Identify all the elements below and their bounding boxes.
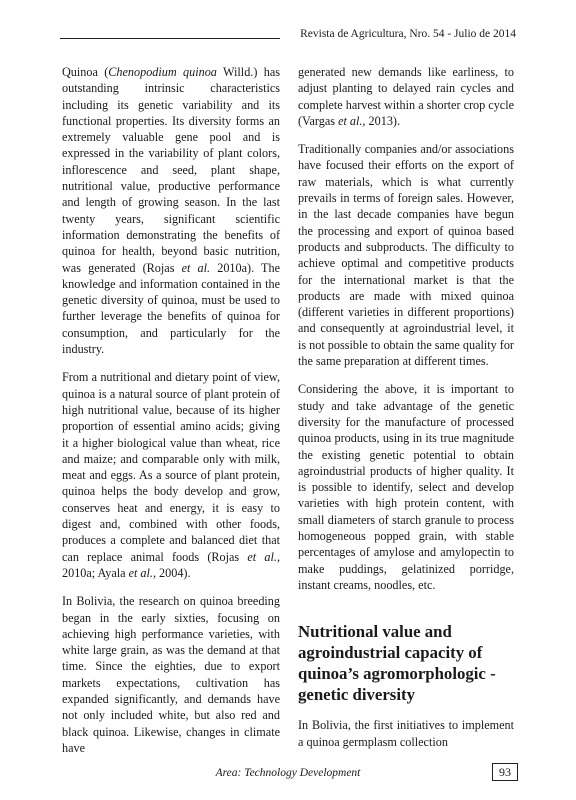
paragraph-companies: Traditionally companies and/or associations have focused their efforts on the export of raw materials, which is what currently prevails in terms of foreign sales. However, in the last decade companies have begun the processing and export of quinoa based products and subproducts. The difficulty to achieve optimal and competitive products for the international market is that the products are made with mixed quinoa (different varieties in different proportions) and consequently at agroindustrial level, it is not possible to obtain the same quality for the same preparation at different times.: [298, 142, 514, 369]
footer-area-label: Area: Technology Development: [215, 767, 361, 779]
page-number: 93: [492, 763, 518, 781]
right-column: [298, 64, 514, 750]
paragraph-bolivia-research: In Bolivia, the research on quinoa breeding began in the early sixties, focusing on achieving high performance varieties, with white large grain, as was the demand at that time. Since the eighties, due to export markets expectations, cultivation has expanded significantly, and demands have not only included white, but also red and black quinoa. Likewise, changes in climate have: [62, 594, 280, 755]
section-heading: Nutritional value and agroindustrial capacity of quinoa’s agromorphologic - genetic diversity: [298, 622, 496, 705]
left-column: [62, 64, 280, 756]
species-name: Chenopodium quinoa: [108, 65, 217, 79]
paragraph-germplasm: In Bolivia, the first initiatives to implement a quinoa germplasm collection: [298, 718, 514, 749]
paragraph-genetic-diversity: Considering the above, it is important to study and take advantage of the genetic diversity for the manufacture of processed quinoa products, using in its true magnitude the existing genetic potential to obtain agroindustrial products of higher quality. It is possible to identify, select and develop varieties with high protein content, with small diameters of starch granule to process homogeneous popped grain, with stable percentages of amylose and amylopectin to make puddings, gelatinized porridge, instant creams, noodles, etc.: [298, 382, 514, 592]
paragraph-nutrition: From a nutritional and dietary point of view, quinoa is a natural source of plant protein of high nutritional value, because of its higher proportion of essential amino acids; giving it a higher biological value than wheat, rice and maize; and comparable only with milk, meat and eggs. As a source of plant protein, quinoa helps the body develop and grow, conserves heat and energy, it is easy to digest and, combined with other foods, produces a complete and balanced diet that can replace animal foods (Rojas et al., 2010a; Ayala et al., 2004).: [62, 370, 281, 580]
paragraph-climate: generated new demands like earliness, to adjust planting to delayed rain cycles and complete harvest within a shorter crop cycle (Vargas et al., 2013).: [298, 65, 514, 128]
running-head: Revista de Agricultura, Nro. 54 - Julio de 2014: [300, 28, 516, 40]
header-rule: [60, 38, 280, 39]
paragraph-intro: Quinoa (Chenopodium quinoa Willd.) has outstanding intrinsic characteristics including its genetic variability and its functional properties. Its diversity forms an extremely valuable gene pool and is expressed in the variability of plant colors, inflorescence and seed, plant shape, nutritional value, productive performance and length of growing season. In the last twenty years, significant scientific information demonstrating the benefits of quinoa for health, beyond basic nutrition, was generated (Rojas et al. 2010a). The knowledge and information contained in the genetic diversity of quinoa, must be used to further leverage the benefits of quinoa for consumption, and particularly for the industry.: [62, 65, 280, 357]
